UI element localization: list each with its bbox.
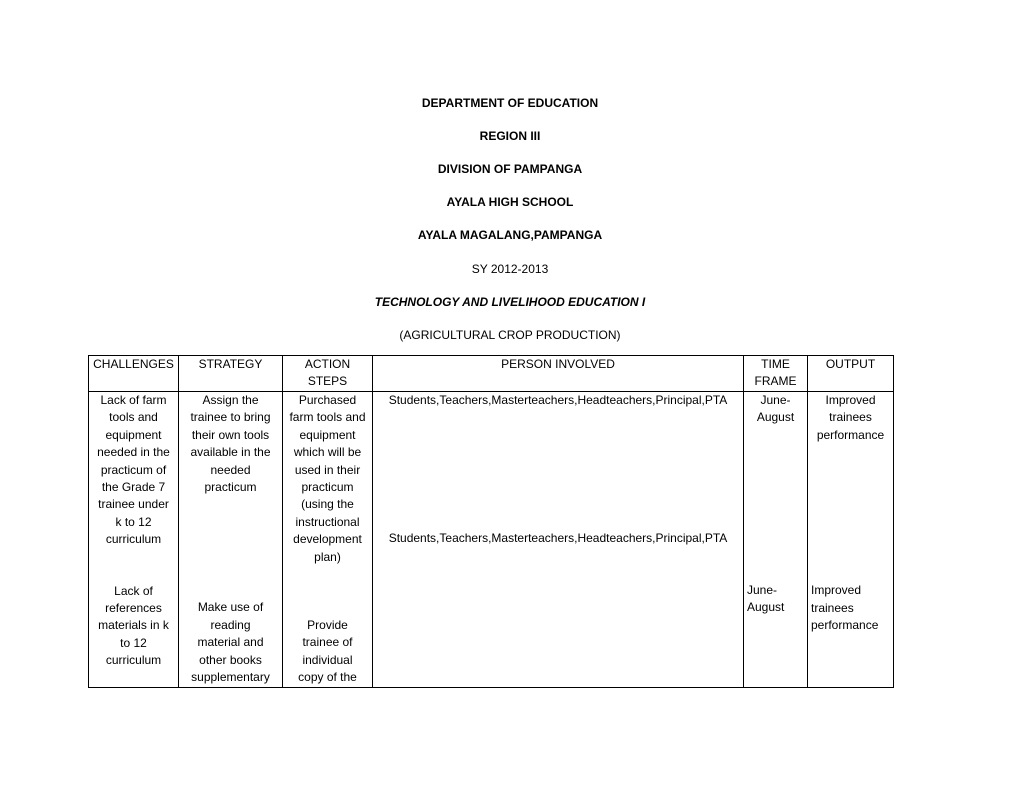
table-header-row xyxy=(89,356,894,392)
person-involved-1: Students,Teachers,Masterteachers,Headteachers,Principal,PTA xyxy=(388,393,728,407)
spacer xyxy=(747,427,804,582)
action-plan-table xyxy=(88,355,894,688)
output-2: Improved trainees performance xyxy=(811,583,879,633)
column-header-person-involved: PERSON INVOLVED xyxy=(373,356,744,392)
column-header-time-frame: TIME FRAME xyxy=(744,356,808,392)
spacer xyxy=(811,444,890,582)
spacer xyxy=(376,409,740,530)
header-division: DIVISION OF PAMPANGA xyxy=(437,162,583,176)
strategy-1: Assign the trainee to bring their own tools available in the needed practicum xyxy=(190,393,271,495)
header-school-year: SY 2012-2013 xyxy=(471,262,549,276)
person-involved-cell xyxy=(373,392,744,688)
table-row xyxy=(89,392,894,688)
strategy-2: Make use of reading material and other books supplementary xyxy=(191,600,270,685)
person-involved-2: Students,Teachers,Masterteachers,Headteachers,Principal,PTA xyxy=(388,531,728,546)
challenges-cell xyxy=(89,392,179,688)
action-step-2: Provide trainee of individual copy of the xyxy=(298,618,357,685)
time-frame-2: June- August xyxy=(747,582,785,615)
time-frame-cell xyxy=(744,392,808,688)
action-step-1: Purchased farm tools and equipment which will be used in their practicum (using the instructional development plan) xyxy=(289,393,366,564)
column-header-action-steps: ACTION STEPS xyxy=(283,356,373,392)
spacer xyxy=(286,566,369,617)
spacer xyxy=(182,496,279,599)
header-specialization: (AGRICULTURAL CROP PRODUCTION) xyxy=(399,328,621,342)
challenge-1: Lack of farm tools and equipment needed in the practicum of the Grade 7 trainee under k to 12 curriculum xyxy=(97,393,170,547)
header-address: AYALA MAGALANG,PAMPANGA xyxy=(417,228,603,242)
header-region: REGION III xyxy=(479,129,541,143)
output-cell xyxy=(808,392,894,688)
output-1: Improved trainees performance xyxy=(816,393,885,442)
column-header-strategy: STRATEGY xyxy=(179,356,283,392)
header-department: DEPARTMENT OF EDUCATION xyxy=(421,96,599,110)
header-subject: TECHNOLOGY AND LIVELIHOOD EDUCATION I xyxy=(374,295,646,309)
column-header-output: OUTPUT xyxy=(808,356,894,392)
spacer xyxy=(92,549,175,583)
action-steps-cell xyxy=(283,392,373,688)
column-header-challenges: CHALLENGES xyxy=(89,356,179,392)
challenge-2: Lack of references materials in k to 12 curriculum xyxy=(98,583,169,668)
strategy-cell xyxy=(179,392,283,688)
time-frame-1: June- August xyxy=(756,393,795,425)
header-school: AYALA HIGH SCHOOL xyxy=(446,195,574,209)
